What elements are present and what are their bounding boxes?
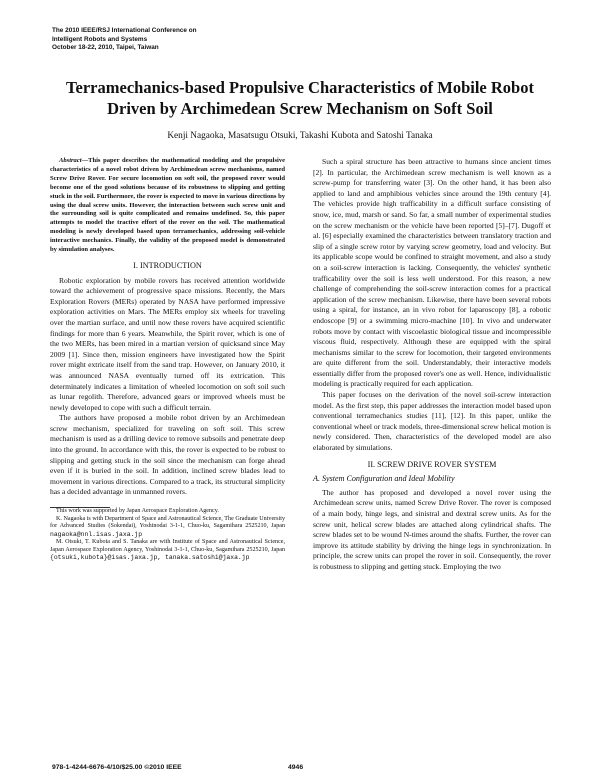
conference-line-1: The 2010 IEEE/RSJ International Conference on <box>52 27 197 34</box>
intro-paragraph-1: Robotic exploration by mobile rovers has received attention worldwide toward the achievement of progressive space missions. Recently, the Mars Exploration Rovers (MERs) operated by NASA have performed impressive exploration activities on Mars. The MERs employ six wheels for traveling over the martian surface, and until now these rovers have acquired scientific findings for more than 6 years. Meanwhile, the Spirit rover, which is one of the two MERs, has been mired in a martian version of quicksand since May 2009 [1]. Since then, mission engineers have investigated how the Spirit rover might extricate itself from the sand trap. However, on January 2010, it was announced NASA eventually turned off its extrication. This determinately indicates a limitation of wheeled locomotion on soft soil such as lunar regolith. Therefore, advanced gears or improved wheels must be newly developed to cope with such a difficult terrain. <box>50 275 285 412</box>
abstract-text: —This paper describes the mathematical modeling and the propulsive characteristics of a novel robot driven by Archimedean screw mechanisms, named Screw Drive Rover. For secure locomotion on soft soil, the proposed rover would become one of the good solutions because of its robustness to slipping and getting stuck in the soil. Furthermore, the rover is expected to move in various directions by using the dual screw units. However, the interaction between such screw unit and the surrounding soil is quite complicated and remains undefined. So, this paper attempts to model the tractive effort of the rover on the soil. The mathematical modeling is newly developed based upon terramechanics, addressing soil-vehicle interactive mechanics. Finally, the validity of the proposed model is demonstrated by simulation analyses. <box>50 157 285 254</box>
footnote-others-email: {otsuki,kubota}@isas.jaxa.jp, tanaka.satoshi@jaxa.jp <box>50 554 250 562</box>
abstract <box>50 157 285 255</box>
conference-header <box>52 27 312 53</box>
right-column <box>313 157 551 573</box>
footnote-nagaoka-email: nagaoka@nnl.isas.jaxa.jp <box>50 530 143 538</box>
abstract-label: Abstract <box>59 157 82 164</box>
author-list: Kenji Nagaoka, Masatsugu Otsuki, Takashi Kubota and Satoshi Tanaka <box>167 131 433 141</box>
intro-paragraph-2: The authors have proposed a mobile robot driven by an Archimedean screw mechanism, specialized for traveling on soft soil. This screw mechanism is used as a drilling device to remove subsoils and penetrate deep into the ground. In accordance with this, the rover is expected to be robust to slipping and getting stuck in the soil since the mechanism can forge ahead even if it is buried in the soil. In addition, inclined screw blades lead to movement in various directions. Compared to a track, its structural simplicity has a decided advantage in unmanned rovers. <box>50 413 285 497</box>
section-heading-system: II. SCREW DRIVE ROVER SYSTEM <box>367 459 497 469</box>
paper-title <box>40 77 560 119</box>
conference-line-3: October 18-22, 2010, Taipei, Taiwan <box>52 44 159 52</box>
intro-paragraph-4: This paper focuses on the derivation of the novel soil-screw interaction model. As the first step, this paper addresses the interaction model based upon conventional terramechanics studies [11], [12]. In this paper, unlike the conventional wheel or track models, three-dimensional screw helical motion is newly considered. Then, characteristics of the developed model are also elaborated by simulations. <box>313 390 551 453</box>
left-column <box>50 157 285 563</box>
system-paragraph-1: The author has proposed and developed a novel rover using the Archimedean screw units, named Screw Drive Rover. The rover is composed of a main body, hinge legs, and sinistral and dextral screw units. As for the screw unit, helical screw blades are attached along cylindrical shafts. The screw blades set to be wound N-times around the shafts. Further, the rover can improve its attitude stability by driving the hinge legs in synchronization. In principle, the screw units can propel the rover in soil. Consequently, the rover is robustness to slipping and getting stuck. Employing the two <box>313 487 551 571</box>
footnote-nagaoka-affiliation: K. Nagaoka is with Department of Space and Astronautical Science, The Graduate University for Advanced Studies (Sokendai), Yoshinodai 3-1-1, Chuo-ku, Sagamihara 2525210, Japan <box>50 515 285 530</box>
intro-paragraph-3: Such a spiral structure has been attractive to humans since ancient times [2]. In particular, the Archimedean screw mechanism is well known as a screw-pump for transferring water [3]. On the other hand, it has been also applied to land and amphibious vehicles since around the 19th century [4]. The vehicles provide high trafficability in a difficult surface consisting of snow, ice, mud, marsh or sand. So far, a small number of experimental studies on the screw mechanism or the vehicle have been reported [5]–[7]. Dugoff et al. [6] especially examined the characteristics between translatory traction and slip of a single screw rotor by varying screw geometry, load and velocity. But its applicable scope would be confined to straight movement, and also a study on a soil-screw interaction is lacking. Consequently, the vehicles' synthetic trafficability over the soil is less well understood. For this reason, a new challenge of comprehending the soil-screw interaction comes for a practical application of the screw mechanism. Likewise, there have been several robots using a spiral, for instance, an in vivo robot for laparoscopy [8], a robotic endoscope [9] or a swimming micro-machine [10]. In vivo and underwater robots move by contact with viscoelastic biological tissue and incompressible viscous fluid, respectively. Although these are equipped with the spiral mechanisms similar to the screw for locomotion, their targeted environments are quite different from the soil. Understandably, their interactive models essentially differ from the proposed rover's one as well. Hence, individualistic modeling is practically required for each application. <box>313 157 551 389</box>
isbn-footer: 978-1-4244-6676-4/10/$25.00 ©2010 IEEE <box>52 764 182 771</box>
subsection-heading-configuration: A. System Configuration and Ideal Mobility <box>313 474 455 484</box>
footnote-nagaoka <box>50 516 285 540</box>
footnote-others-affiliation: M. Otsuki, T. Kubota and S. Tanaka are with Institute of Space and Astronautical Science, Japan Aerospace Exploration Agency, Yoshinodai 3-1-1, Chuo-ku, Sagamihara 2525210, Japan <box>50 539 285 553</box>
footnote-support: This work was supported by Japan Aerospace Exploration Agency. <box>56 508 219 515</box>
section-heading-introduction: I. INTRODUCTION <box>133 260 202 270</box>
title-line-1: Terramechanics-based Propulsive Characteristics of Mobile Robot <box>66 78 534 97</box>
footnote-others <box>50 539 285 563</box>
page-number: 4946 <box>288 764 304 771</box>
title-line-2: Driven by Archimedean Screw Mechanism on Soft Soil <box>107 99 493 118</box>
conference-line-2: Intelligent Robots and Systems <box>52 35 148 43</box>
